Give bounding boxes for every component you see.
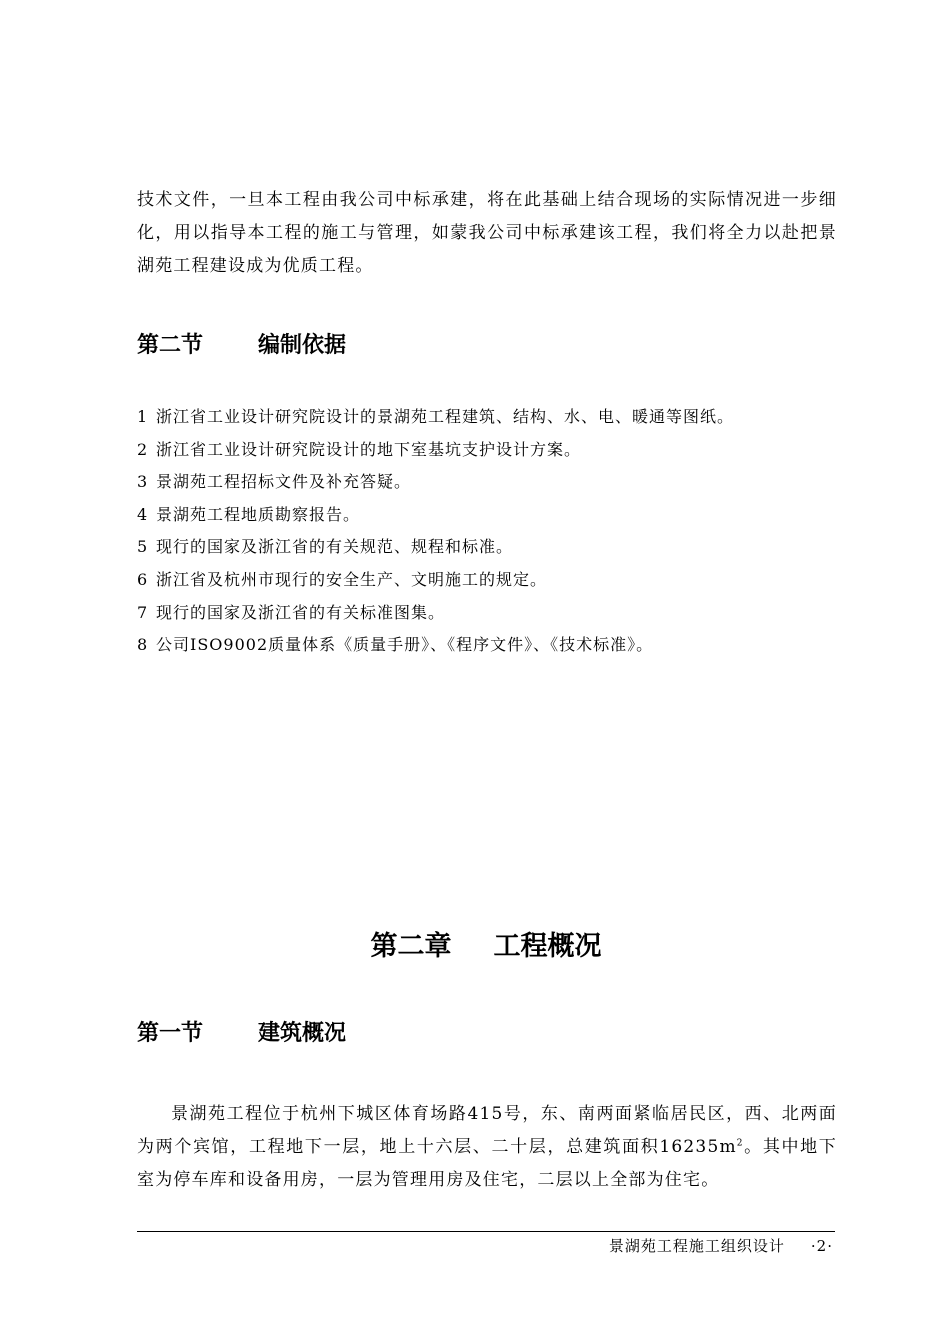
overview-text-main: 景湖苑工程位于杭州下城区体育场路415号，东、南两面紧临居民区，西、北两面为两个宾馆，工程地下一层，地上十六层、二十层，总建筑面积16235m (137, 1104, 837, 1157)
list-item-index: 7 (137, 602, 149, 622)
chapter-heading (0, 928, 950, 966)
section-number: 第二节 (137, 333, 204, 358)
list-item (137, 466, 857, 499)
list-item-text: 景湖苑工程招标文件及补充答疑。 (156, 472, 412, 492)
list-item-index: 3 (137, 472, 149, 492)
list-item (137, 531, 857, 564)
list-item-text: 浙江省及杭州市现行的安全生产、文明施工的规定。 (156, 569, 548, 589)
list-item (137, 597, 857, 630)
page-number: ·2· (810, 1237, 833, 1255)
list-item-text: 现行的国家及浙江省的有关标准图集。 (156, 602, 446, 622)
overview-text-rest: 。其中地下室为停车库和设备用房，一层为管理用房及住宅，二层以上全部为住宅。 (137, 1137, 838, 1190)
chapter-number: 第二章 (370, 931, 452, 962)
list-item-text: 景湖苑工程地质勘察报告。 (156, 504, 361, 524)
list-item (137, 434, 857, 467)
footer-rule (137, 1231, 835, 1232)
overview-paragraph (137, 1098, 837, 1197)
list-item (137, 499, 857, 532)
list-item-text: 公司ISO9002质量体系《质量手册》、《程序文件》、《技术标准》。 (156, 635, 654, 655)
page-footer (609, 1235, 833, 1257)
chapter-title: 工程概况 (493, 931, 602, 962)
basis-list (137, 401, 857, 662)
section-number: 第一节 (137, 1021, 204, 1046)
list-item-index: 5 (137, 537, 149, 557)
list-item-index: 8 (137, 635, 149, 655)
list-item-index: 6 (137, 569, 149, 589)
list-item-text: 浙江省工业设计研究院设计的景湖苑工程建筑、结构、水、电、暖通等图纸。 (156, 407, 735, 426)
list-item-text: 现行的国家及浙江省的有关规范、规程和标准。 (156, 537, 514, 557)
list-item-index: 1 (137, 407, 149, 426)
list-item-text: 浙江省工业设计研究院设计的地下室基坑支护设计方案。 (156, 439, 582, 459)
section-title: 建筑概况 (258, 1021, 347, 1046)
list-item-index: 2 (137, 439, 149, 459)
intro-paragraph: 技术文件，一旦本工程由我公司中标承建，将在此基础上结合现场的实际情况进一步细化，用以指导本工程的施工与管理，如蒙我公司中标承建该工程，我们将全力以赴把景湖苑工程建设成为优质工程。 (137, 190, 837, 276)
superscript-two: 2 (736, 1138, 744, 1149)
footer-doc-title: 景湖苑工程施工组织设计 (608, 1237, 785, 1255)
list-item-index: 4 (137, 504, 149, 524)
section-title: 编制依据 (258, 333, 347, 358)
list-item (137, 564, 857, 597)
section-heading-basis (137, 331, 346, 361)
list-item (137, 401, 857, 434)
list-item (137, 629, 857, 662)
section-heading-overview (137, 1019, 346, 1049)
